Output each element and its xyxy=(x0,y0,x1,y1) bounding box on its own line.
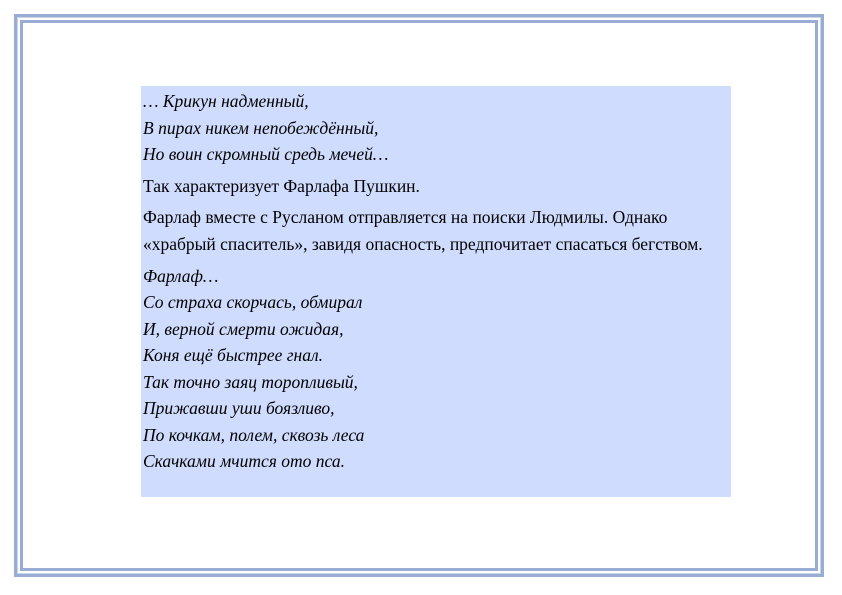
verse-line: В пирах никем непобеждённый, xyxy=(143,117,379,138)
verse-line: Со страха скорчась, обмирал xyxy=(143,292,363,313)
verse-line: Скачками мчится ото пса. xyxy=(143,451,345,472)
verse-line: … Крикун надменный, xyxy=(143,91,309,111)
slide-text-box xyxy=(141,86,731,497)
verse-line: По кочкам, полем, сквозь леса xyxy=(143,424,365,445)
description-paragraph: Фарлаф вместе с Русланом отправляется на поиски Людмилы. Однако «храбрый спаситель», завидя опасность, предпочитает спасаться бегством. xyxy=(143,207,703,255)
verse-line: Коня ещё быстрее гнал. xyxy=(143,345,323,366)
verse-line: Прижавши уши боязливо, xyxy=(143,398,335,419)
verse-line: Фарлаф… xyxy=(143,265,219,286)
statement-text: Так характеризует Фарлафа Пушкин. xyxy=(143,175,420,196)
verse-block-2 xyxy=(143,263,731,475)
verse-line: Но воин скромный средь мечей… xyxy=(143,144,389,164)
verse-block-1 xyxy=(143,88,731,168)
verse-line: Так точно заяц торопливый, xyxy=(143,371,358,392)
verse-line: И, верной смерти ожидая, xyxy=(143,318,344,339)
